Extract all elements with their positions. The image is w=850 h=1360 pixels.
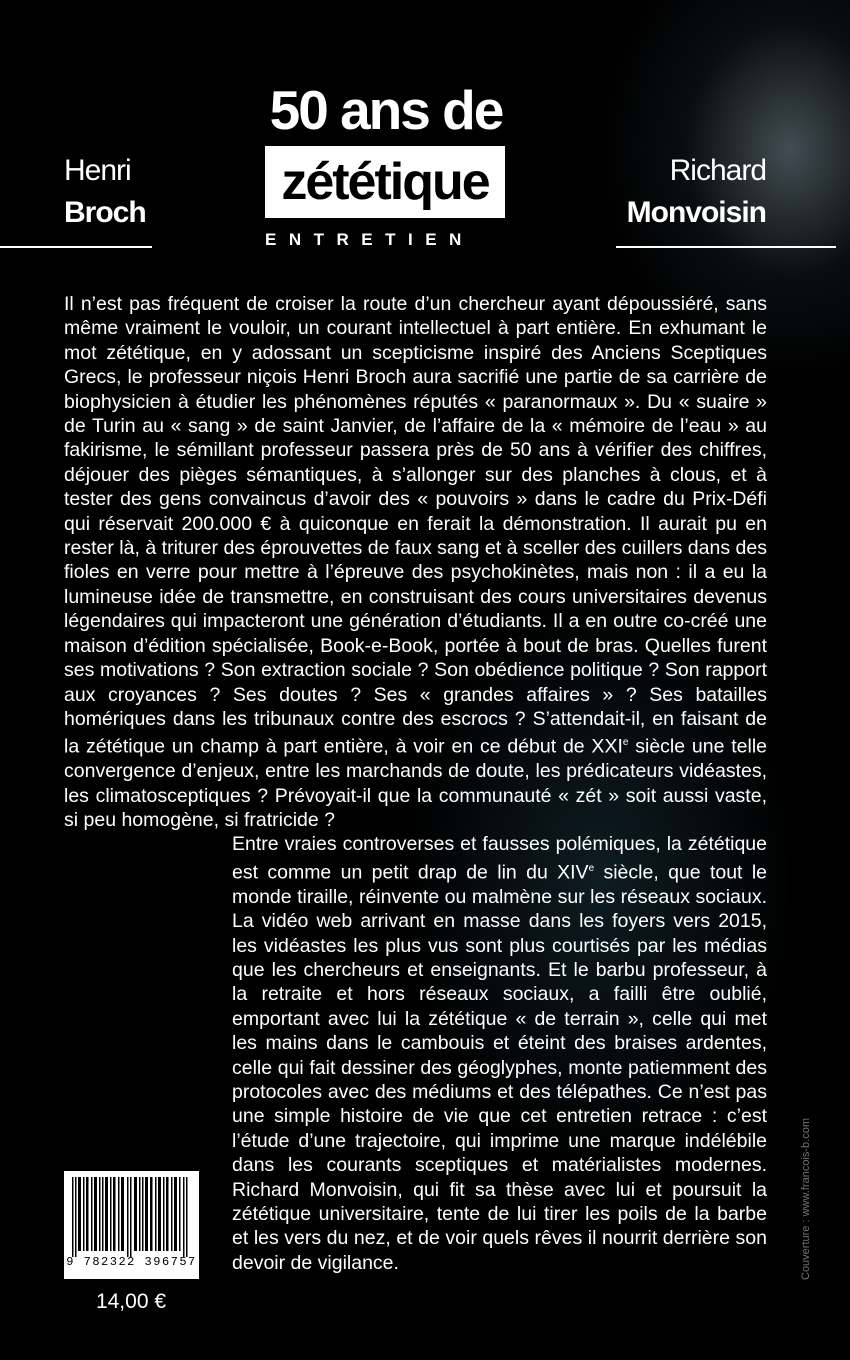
title-line-1: 50 ans de — [269, 79, 503, 141]
superscript-e-2: e — [588, 862, 595, 874]
author-henri-broch — [64, 150, 146, 234]
author-right-first-name: Richard — [669, 154, 766, 187]
divider-left — [0, 246, 152, 248]
barcode-icon — [70, 1177, 193, 1257]
blurb-p2-part-b: siècle, que tout le monde tiraille, réinvente ou malmène sur les réseaux sociaux. La vidéo web arrivant en masse dans les foyers vers 2015, les vidéastes les plus vus sont plus courtisés par les médias que les chercheurs et enseignants. Et le barbu professeur, à la retraite et hors réseaux sociaux, a failli être oublié, emportant avec lui la zététique « de terrain », celle qui met les mains dans le cambouis et éteint des braises ardentes, celle qui fait dessiner des géoglyphes, monte patiemment des protocoles avec des médiums et des télépathes. Ce n’est pas une simple histoire de vie que cet entretien retrace : c’est l’étude d’une trajectoire, qui imprime une marque indélébile dans les courants sceptiques et matérialistes modernes. Richard Monvoisin, qui fit sa thèse avec lui et poursuit la zététique universitaire, tente de lui tirer les poils de la barbe et les vers du nez, et de voir quels rêves il nourrit derrière son devoir de vigilance. — [232, 861, 767, 1274]
blurb-p2-part-a: Entre vraies controverses et fausses polémiques, la zététique est comme un petit drap de lin du XIV — [232, 833, 767, 884]
superscript-e: e — [622, 737, 629, 749]
author-right-last-name: Monvoisin — [626, 196, 766, 229]
author-left-last-name: Broch — [64, 196, 146, 229]
isbn-barcode — [64, 1171, 199, 1279]
cover-credit: Couverture : www.francois-b.com — [800, 1118, 812, 1280]
isbn-number: 9 782322 396757 — [66, 1255, 197, 1269]
author-left-first-name: Henri — [64, 154, 131, 187]
author-richard-monvoisin — [627, 150, 766, 234]
blurb-paragraph-1 — [64, 292, 767, 832]
subtitle: ENTRETIEN — [265, 230, 474, 249]
blurb — [64, 292, 767, 1275]
blurb-p1-part-b: siècle une telle convergence d’enjeux, entre les marchands de doute, les prédicateurs vidéastes, les climatosceptiques ? Prévoyait-il que la communauté « zét » soit aussi vaste, si peu homogène, si fratricide ? — [64, 735, 767, 832]
title-line-2: zététique — [281, 153, 489, 211]
divider-right — [616, 246, 836, 248]
blurb-p1-part-a: Il n’est pas fréquent de croiser la route d’un chercheur ayant dépoussiéré, sans même vraiment le vouloir, un courant intellectuel à part entière. En exhumant le mot zététique, en y adossant un scepticisme inspiré des Anciens Sceptiques Grecs, le professeur niçois Henri Broch aura sacrifié une partie de sa carrière de biophysicien à étudier les phénomènes réputés « paranormaux ». Du « suaire » de Turin au « sang » de saint Janvier, de l’affaire de la « mémoire de l’eau » au fakirisme, le sémillant professeur passera près de 50 ans à vérifier des chiffres, déjouer des pièges sémantiques, à s’allonger sur des planches à clous, et à tester des gens convaincus d’avoir des « pouvoirs » dans le cadre du Prix-Défi qui réservait 200.000 € à quiconque en ferait la démonstration. Il aurait pu en rester là, à triturer des éprouvettes de faux sang et à sceller des cuillers dans des fioles en verre pour mettre à l’épreuve des psychokinètes, mais non : il a eu la lumineuse idée de transmettre, en construisant des cours universitaires devenus légendaires qui impacteront une génération d’étudiants. Il a en outre co-créé une maison d’édition spécialisée, Book-e-Book, portée à bout de bras. Quelles furent ses motivations ? Son extraction sociale ? Son obédience politique ? Son rapport aux croyances ? Ses doutes ? Ses « grandes affaires » ? Ses batailles homériques dans les tribunaux contre des escrocs ? S’attendait-il, en faisant de la zététique un champ à part entière, à voir en ce début de XXI — [64, 293, 767, 758]
price: 14,00 € — [95, 1290, 167, 1313]
